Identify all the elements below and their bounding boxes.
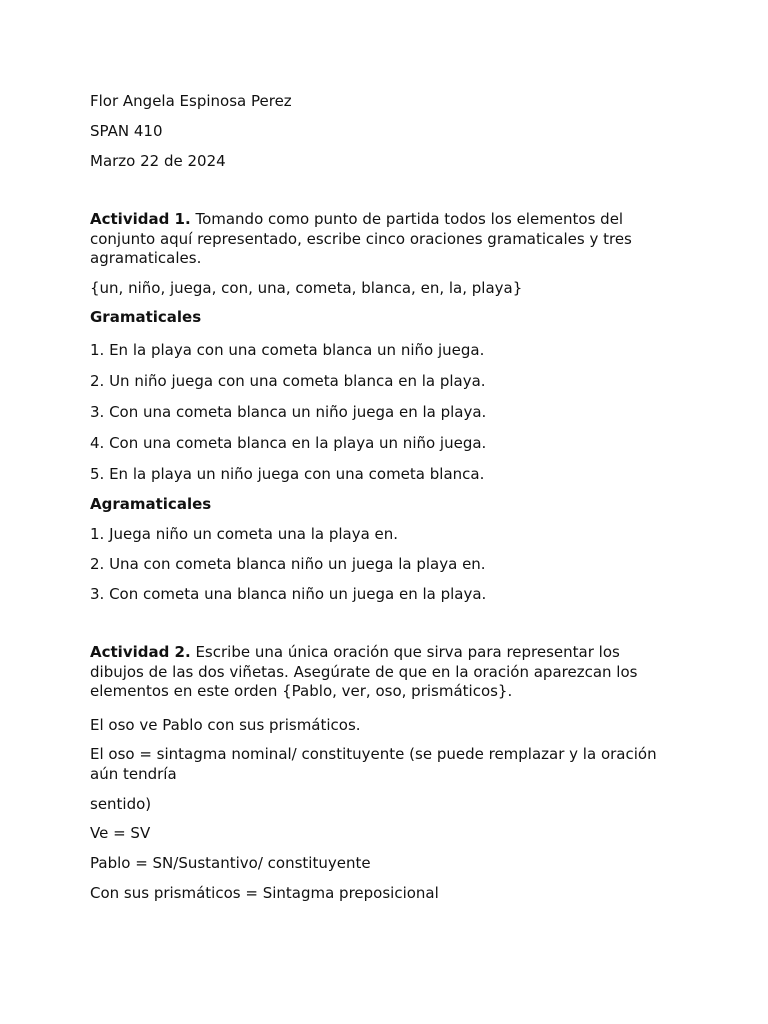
activity-2-label: Actividad 2.	[90, 643, 191, 661]
word-set: {un, niño, juega, con, una, cometa, blanca, en, la, playa}	[90, 279, 523, 297]
analysis-prepositional: Con sus prismáticos = Sintagma preposicional	[90, 884, 439, 902]
analysis-subject-continued: sentido)	[90, 795, 152, 813]
grammatical-sentence-3: 3. Con una cometa blanca un niño juega en la playa.	[90, 403, 487, 421]
activity-2-prompt	[90, 643, 670, 702]
activity-1-label: Actividad 1.	[90, 210, 191, 228]
activity-1-prompt	[90, 210, 670, 269]
grammatical-heading: Gramaticales	[90, 308, 202, 326]
ungrammatical-heading: Agramaticales	[90, 495, 212, 513]
author-name: Flor Angela Espinosa Perez	[90, 92, 292, 110]
activity-2-instructions: Escribe una única oración que sirva para representar los dibujos de las dos viñetas. Asegúrate de que en la oración aparezcan los elementos en este orden {Pablo, ver, oso, prismáticos}.	[90, 643, 638, 700]
activity-1-instructions: Tomando como punto de partida todos los elementos del conjunto aquí representado, escribe cinco oraciones gramaticales y tres agramaticales.	[90, 210, 632, 267]
ungrammatical-sentence-1: 1. Juega niño un cometa una la playa en.	[90, 525, 399, 543]
analysis-subject: El oso = sintagma nominal/ constituyente (se puede remplazar y la oración aún tendría	[90, 745, 657, 783]
document-date: Marzo 22 de 2024	[90, 152, 226, 170]
analysis-object: Pablo = SN/Sustantivo/ constituyente	[90, 854, 371, 872]
grammatical-sentence-2: 2. Un niño juega con una cometa blanca en la playa.	[90, 372, 486, 390]
analysis-verb: Ve = SV	[90, 824, 151, 842]
grammatical-sentence-5: 5. En la playa un niño juega con una cometa blanca.	[90, 465, 485, 483]
ungrammatical-sentence-2: 2. Una con cometa blanca niño un juega la playa en.	[90, 555, 486, 573]
ungrammatical-sentence-3: 3. Con cometa una blanca niño un juega en la playa.	[90, 585, 487, 603]
answer-sentence: El oso ve Pablo con sus prismáticos.	[90, 716, 361, 734]
grammatical-sentence-1: 1. En la playa con una cometa blanca un niño juega.	[90, 341, 485, 359]
grammatical-sentence-4: 4. Con una cometa blanca en la playa un niño juega.	[90, 434, 487, 452]
course-code: SPAN 410	[90, 122, 163, 140]
